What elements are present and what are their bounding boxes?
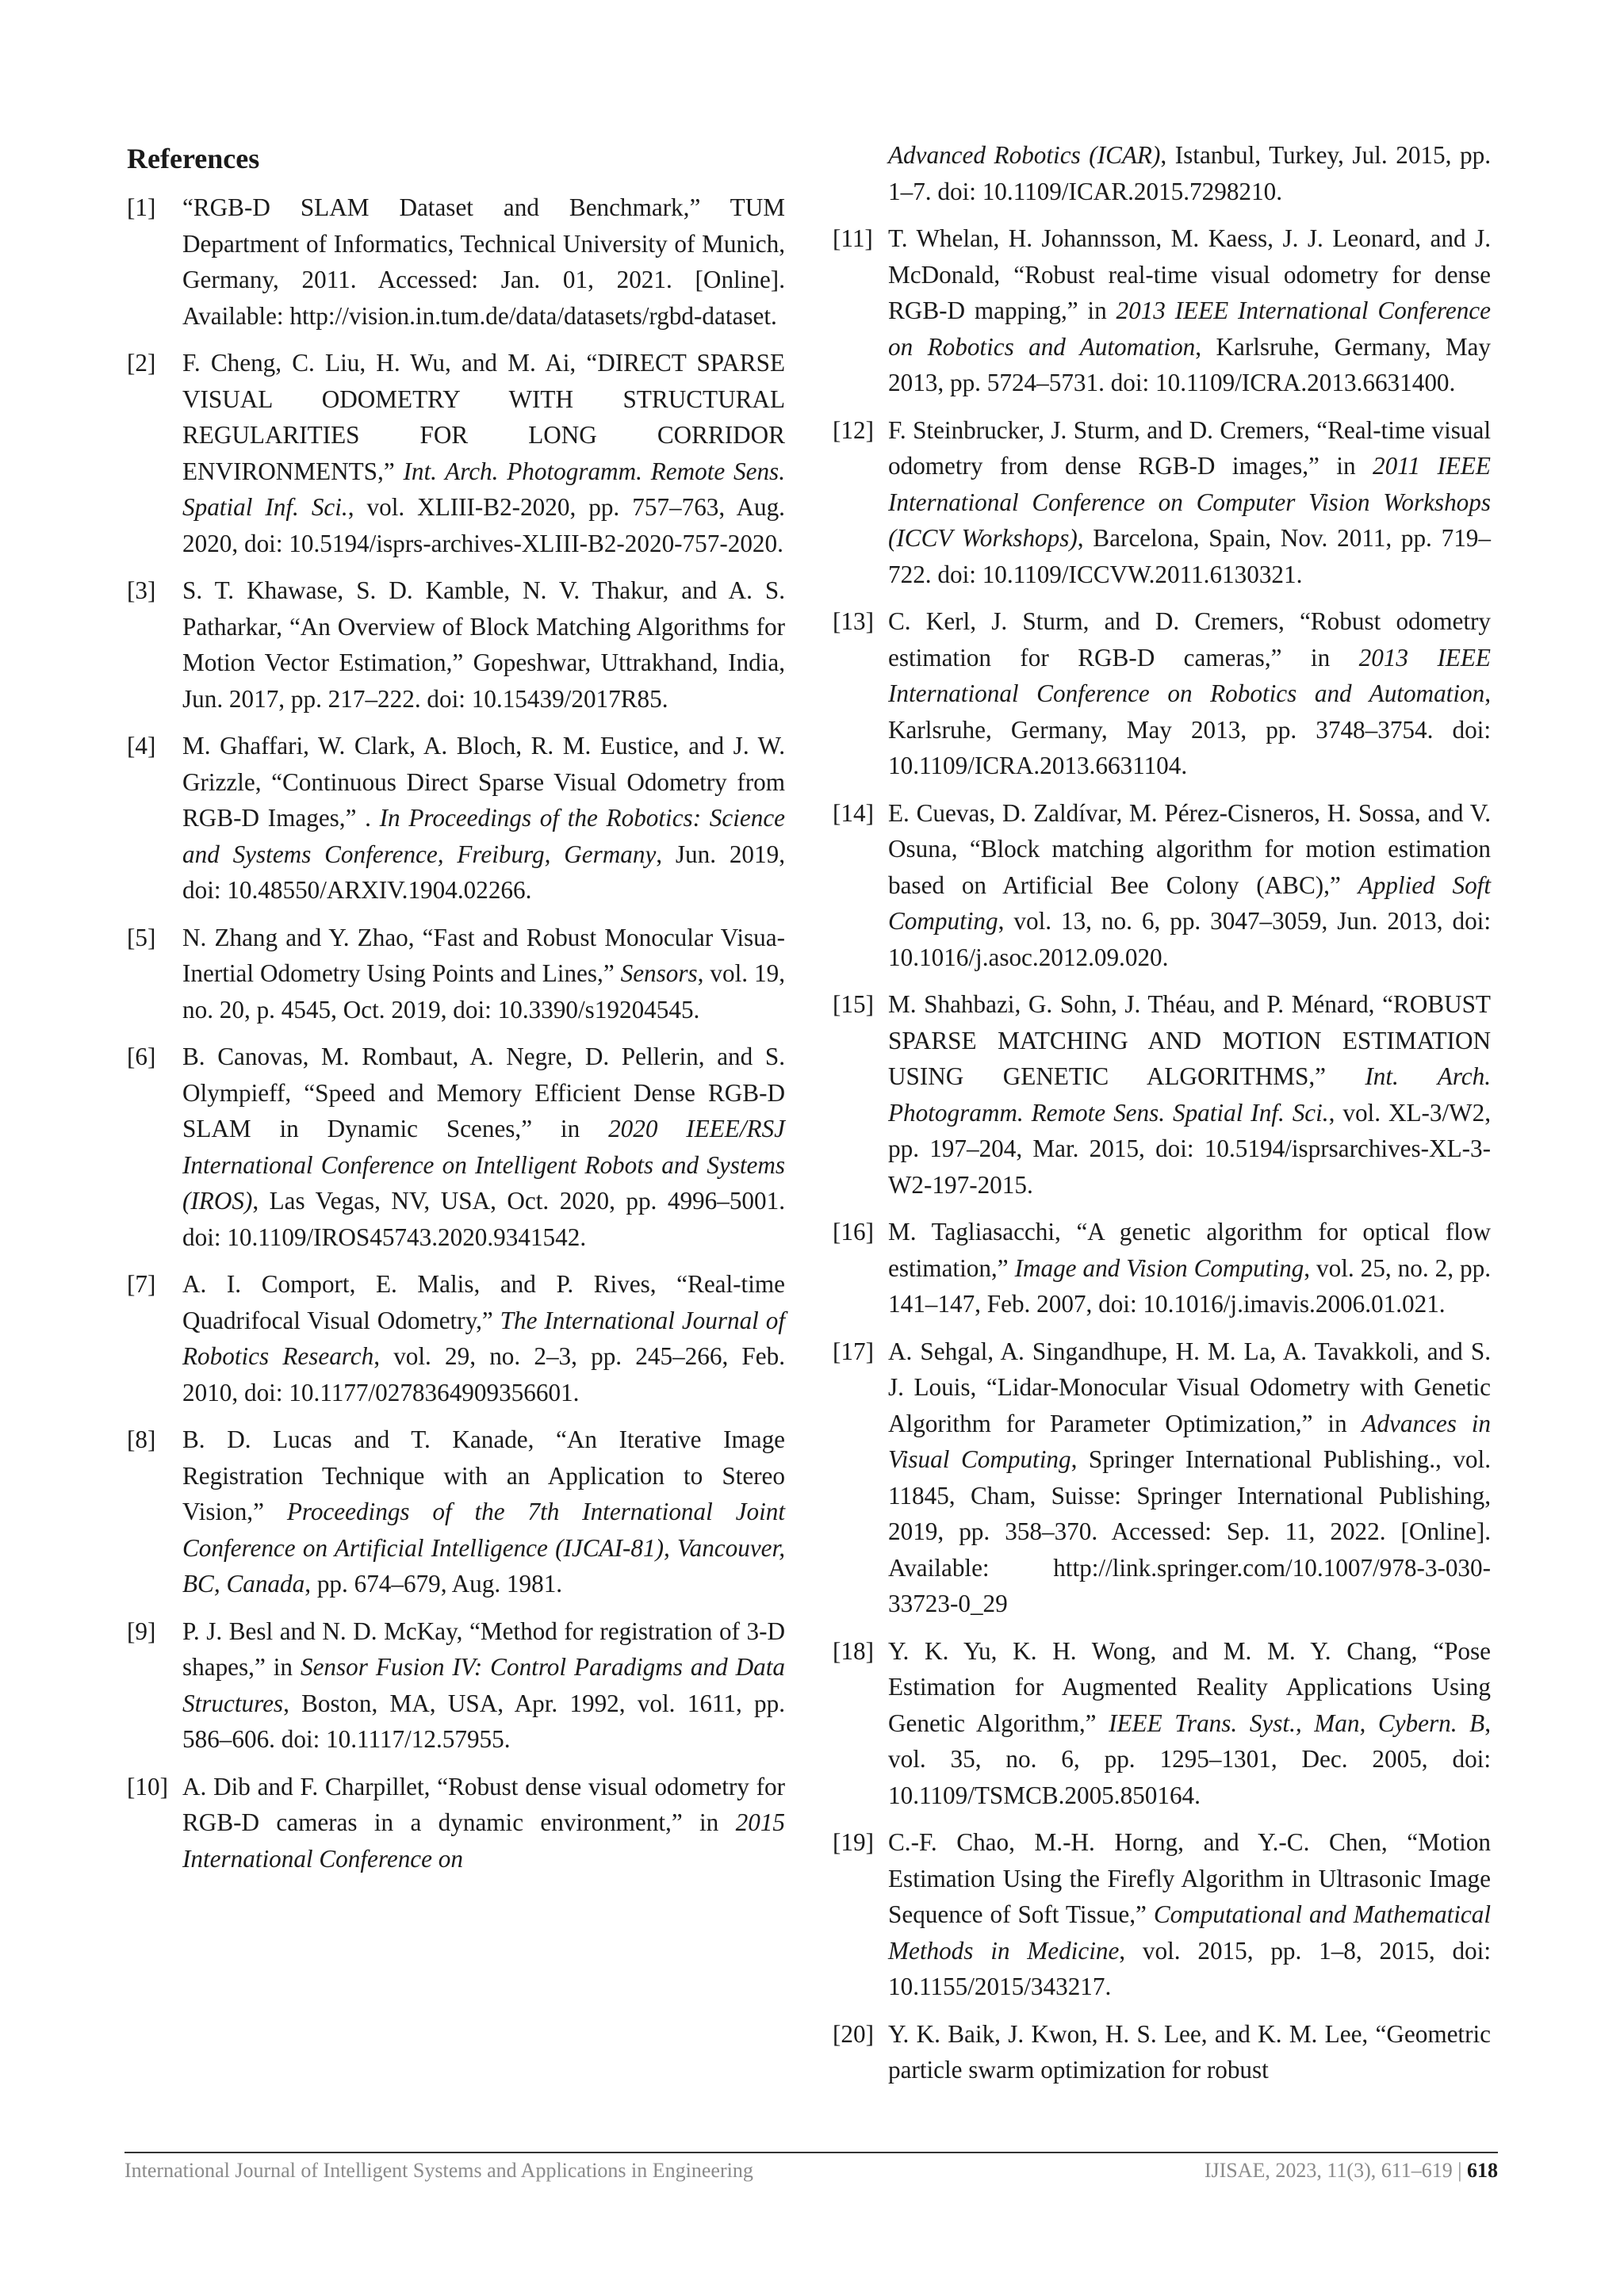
reference-number: [6] <box>127 1043 156 1070</box>
reference-item <box>127 1266 785 1410</box>
reference-number: [18] <box>833 1636 874 1665</box>
reference-number: [19] <box>833 1828 874 1856</box>
reference-text: , vol. 13, no. 6, pp. 3047–3059, Jun. 2013, doi: 10.1016/j.asoc.2012.09.020. <box>888 907 1491 971</box>
reference-text: , vol. XL-3/W2, pp. 197–204, Mar. 2015, doi: 10.5194/isprsarchives-XL-3-W2-197-2015. <box>888 1098 1491 1199</box>
reference-text: N. Zhang and Y. Zhao, “Fast and Robust Monocular Visua-Inertial Odometry Using Points and Lines,” <box>182 923 785 987</box>
reference-venue-italic: Sensors <box>620 959 698 987</box>
reference-item <box>833 603 1491 784</box>
reference-body <box>182 728 785 909</box>
reference-venue-italic: Advances in Visual Computing <box>888 1409 1491 1473</box>
references-heading: References <box>127 143 260 174</box>
reference-item <box>127 345 785 561</box>
reference-text: , Istanbul, Turkey, Jul. 2015, pp. 1–7. doi: 10.1109/ICAR.2015.7298210. <box>888 141 1491 205</box>
reference-text: , Jun. 2019, doi: 10.48550/ARXIV.1904.02266. <box>182 840 785 904</box>
reference-body <box>182 1613 785 1758</box>
reference-text: A. Sehgal, A. Singandhupe, H. M. La, A. Tavakkoli, and S. J. Louis, “Lidar-Monocular Visual Odometry with Genetic Algorithm for Parameter Optimization,” in <box>888 1337 1491 1437</box>
reference-venue-italic: 2015 International Conference on <box>182 1808 785 1873</box>
reference-text: A. I. Comport, E. Malis, and P. Rives, “Real-time Quadrifocal Visual Odometry,” <box>182 1270 785 1334</box>
reference-number: [7] <box>127 1270 156 1298</box>
reference-item <box>833 986 1491 1203</box>
reference-body <box>182 345 785 561</box>
reference-text: Y. K. Baik, J. Kwon, H. S. Lee, and K. M. Lee, “Geometric particle swarm optimization for robust <box>888 2019 1491 2084</box>
reference-text: , Karlsruhe, Germany, May 2013, pp. 3748–3754. doi: 10.1109/ICRA.2013.6631104. <box>888 679 1491 779</box>
reference-number: [4] <box>127 732 156 760</box>
reference-body <box>888 220 1491 401</box>
reference-number: [1] <box>127 193 156 221</box>
reference-list-right <box>833 220 1491 2088</box>
reference-item <box>833 1214 1491 1322</box>
reference-item <box>833 1633 1491 1814</box>
reference-text: , Las Vegas, NV, USA, Oct. 2020, pp. 4996–5001. doi: 10.1109/IROS45743.2020.9341542. <box>182 1187 785 1251</box>
reference-body <box>888 412 1491 593</box>
reference-number: [3] <box>127 576 156 604</box>
footer-citation-text: IJISAE, 2023, 11(3), 611–619 | <box>1204 2159 1467 2182</box>
reference-venue-italic: In Proceedings of the Robotics: Science and Systems Conference, Freiburg, Germany <box>182 804 786 868</box>
reference-text: C. Kerl, J. Sturm, and D. Cremers, “Robust odometry estimation for RGB-D cameras,” in <box>888 607 1491 672</box>
reference-venue-italic: Advanced Robotics (ICAR) <box>888 141 1161 169</box>
reference-body <box>182 1422 785 1602</box>
reference-body <box>888 986 1491 1203</box>
reference-text: , vol. 25, no. 2, pp. 141–147, Feb. 2007, doi: 10.1016/j.imavis.2006.01.021. <box>888 1253 1491 1318</box>
reference-venue-italic: Int. Arch. Photogramm. Remote Sens. Spatial Inf. Sci. <box>888 1062 1491 1127</box>
reference-body <box>182 1769 785 1877</box>
reference-number: [9] <box>127 1617 156 1645</box>
reference-venue-italic: Proceedings of the 7th International Joint Conference on Artificial Intelligence (IJCAI-81), Vancouver, BC, Canada <box>182 1498 785 1598</box>
reference-venue-italic: 2020 IEEE/RSJ International Conference on Intelligent Robots and Systems (IROS) <box>182 1115 785 1215</box>
reference-body <box>888 137 1491 209</box>
reference-number: [2] <box>127 349 156 377</box>
reference-body <box>182 920 785 1028</box>
reference-item <box>833 2016 1491 2088</box>
right-column <box>833 137 1491 2099</box>
reference-venue-italic: IEEE Trans. Syst., Man, Cybern. B <box>1109 1709 1485 1737</box>
reference-body <box>182 572 785 717</box>
reference-text: , vol. 19, no. 20, p. 4545, Oct. 2019, doi: 10.3390/s19204545. <box>182 959 785 1024</box>
reference-text: T. Whelan, H. Johannsson, M. Kaess, J. J. Leonard, and J. McDonald, “Robust real-time visual odometry for dense RGB-D mapping,” in <box>888 224 1491 324</box>
reference-body <box>888 1633 1491 1814</box>
left-column <box>127 139 785 1888</box>
reference-item <box>127 920 785 1028</box>
reference-venue-italic: The International Journal of Robotics Research <box>182 1306 785 1370</box>
reference-text: , pp. 674–679, Aug. 1981. <box>304 1570 563 1598</box>
reference-text: M. Shahbazi, G. Sohn, J. Théau, and P. Ménard, “ROBUST SPARSE MATCHING AND MOTION ESTIMATION USING GENETIC ALGORITHMS,” <box>888 990 1491 1090</box>
reference-venue-italic: Sensor Fusion IV: Control Paradigms and Data Structures <box>182 1653 785 1717</box>
page-footer <box>124 2155 1498 2187</box>
footer-journal-name: International Journal of Intelligent Systems and Applications in Engineering <box>124 2159 753 2182</box>
reference-list-left <box>127 189 785 1877</box>
reference-number: [5] <box>127 923 156 951</box>
reference-body <box>182 1266 785 1410</box>
reference-venue-italic: 2013 IEEE International Conference on Robotics and Automation <box>888 297 1491 361</box>
reference-text: M. Tagliasacchi, “A genetic algorithm for optical flow estimation,” <box>888 1218 1491 1282</box>
reference-text: “RGB-D SLAM Dataset and Benchmark,” TUM Department of Informatics, Technical University of Munich, Germany, 2011. Accessed: Jan. 01, 2021. [Online]. Available: http://vision.in.tum.de/data/datasets/rgbd-dataset. <box>182 193 785 330</box>
reference-body <box>182 1039 785 1255</box>
reference-text: , vol. 29, no. 2–3, pp. 245–266, Feb. 2010, doi: 10.1177/0278364909356601. <box>182 1342 785 1406</box>
reference-number: [12] <box>833 415 874 444</box>
footer-divider <box>124 2152 1498 2153</box>
reference-text: , Boston, MA, USA, Apr. 1992, vol. 1611, pp. 586–606. doi: 10.1117/12.57955. <box>182 1689 785 1753</box>
reference-body <box>888 603 1491 784</box>
reference-text: , Springer International Publishing., vol. 11845, Cham, Suisse: Springer International Publishing, 2019, pp. 358–370. Accessed: Sep. 11, 2022. [Online]. Available: http://link.springer.com/10.1007/978-3-030-33723-0_29 <box>888 1445 1491 1617</box>
reference-venue-italic: Computational and Mathematical Methods in Medicine <box>888 1900 1491 1965</box>
reference-text: , vol. 35, no. 6, pp. 1295–1301, Dec. 2005, doi: 10.1109/TSMCB.2005.850164. <box>888 1709 1491 1809</box>
reference-text: P. J. Besl and N. D. McKay, “Method for registration of 3-D shapes,” in <box>182 1617 785 1681</box>
reference-item <box>833 220 1491 401</box>
page-number: 618 <box>1467 2159 1498 2182</box>
reference-venue-italic: Int. Arch. Photogramm. Remote Sens. Spatial Inf. Sci. <box>182 457 785 521</box>
reference-number: [15] <box>833 990 874 1018</box>
reference-text: , Barcelona, Spain, Nov. 2011, pp. 719–722. doi: 10.1109/ICCVW.2011.6130321. <box>888 524 1491 588</box>
reference-item <box>127 1769 785 1877</box>
reference-text: B. D. Lucas and T. Kanade, “An Iterative Image Registration Technique with an Application to Stereo Vision,” <box>182 1425 785 1525</box>
footer-citation <box>1205 2155 1498 2187</box>
reference-number: [20] <box>833 2019 874 2048</box>
reference-number: [17] <box>833 1337 874 1365</box>
reference-number: [11] <box>833 224 873 252</box>
reference-10-continuation <box>833 137 1491 209</box>
reference-body <box>182 189 785 334</box>
reference-number: [10] <box>127 1772 168 1800</box>
reference-venue-italic: Applied Soft Computing <box>888 871 1491 935</box>
reference-item <box>833 795 1491 976</box>
reference-body <box>888 1824 1491 2005</box>
reference-text: B. Canovas, M. Rombaut, A. Negre, D. Pellerin, and S. Olympieff, “Speed and Memory Efficient Dense RGB-D SLAM in Dynamic Scenes,” in <box>182 1043 785 1142</box>
reference-number: [8] <box>127 1425 156 1453</box>
reference-text: , vol. XLIII-B2-2020, pp. 757–763, Aug. 2020, doi: 10.5194/isprs-archives-XLIII-B2-2020-757-2020. <box>182 493 785 557</box>
reference-number: [13] <box>833 607 874 635</box>
reference-item <box>127 728 785 909</box>
reference-venue-italic: 2013 IEEE International Conference on Robotics and Automation <box>888 643 1491 707</box>
reference-venue-italic: Image and Vision Computing <box>1014 1253 1304 1282</box>
reference-item <box>833 412 1491 593</box>
reference-text: A. Dib and F. Charpillet, “Robust dense visual odometry for RGB-D cameras in a dynamic environment,” in <box>182 1772 785 1836</box>
reference-text: , Karlsruhe, Germany, May 2013, pp. 5724–5731. doi: 10.1109/ICRA.2013.6631400. <box>888 332 1491 396</box>
reference-text: F. Cheng, C. Liu, H. Wu, and M. Ai, “DIRECT SPARSE VISUAL ODOMETRY WITH STRUCTURAL REGULARITIES FOR LONG CORRIDOR ENVIRONMENTS,” <box>182 349 785 485</box>
reference-venue-italic: 2011 IEEE International Conference on Computer Vision Workshops (ICCV Workshops) <box>888 452 1491 552</box>
reference-body <box>888 1214 1491 1322</box>
reference-text: S. T. Khawase, S. D. Kamble, N. V. Thakur, and A. S. Patharkar, “An Overview of Block Matching Algorithms for Motion Vector Estimation,” Gopeshwar, Uttrakhand, India, Jun. 2017, pp. 217–222. doi: 10.15439/2017R85. <box>182 576 785 713</box>
reference-text: M. Ghaffari, W. Clark, A. Bloch, R. M. Eustice, and J. W. Grizzle, “Continuous Direct Sparse Visual Odometry from RGB-D Images,” . <box>182 732 785 832</box>
reference-body <box>888 2016 1491 2088</box>
reference-text: C.-F. Chao, M.-H. Horng, and Y.-C. Chen, “Motion Estimation Using the Firefly Algorithm in Ultrasonic Image Sequence of Soft Tissue,” <box>888 1828 1491 1928</box>
reference-item <box>127 1422 785 1602</box>
reference-text: F. Steinbrucker, J. Sturm, and D. Cremers, “Real-time visual odometry from dense RGB-D images,” in <box>888 415 1491 480</box>
reference-item <box>127 572 785 717</box>
reference-item <box>833 1334 1491 1622</box>
reference-item <box>127 1039 785 1255</box>
reference-item <box>833 1824 1491 2005</box>
reference-text: , vol. 2015, pp. 1–8, 2015, doi: 10.1155/2015/343217. <box>888 1936 1491 2000</box>
reference-text: Y. K. Yu, K. H. Wong, and M. M. Y. Chang, “Pose Estimation for Augmented Reality Applications Using Genetic Algorithm,” <box>888 1636 1491 1737</box>
reference-body <box>888 795 1491 976</box>
reference-item <box>127 1613 785 1758</box>
reference-text: E. Cuevas, D. Zaldívar, M. Pérez-Cisneros, H. Sossa, and V. Osuna, “Block matching algorithm for motion estimation based on Artificial Bee Colony (ABC),” <box>888 798 1491 899</box>
reference-item <box>127 189 785 334</box>
reference-number: [14] <box>833 798 874 827</box>
reference-body <box>888 1334 1491 1622</box>
reference-number: [16] <box>833 1218 874 1246</box>
